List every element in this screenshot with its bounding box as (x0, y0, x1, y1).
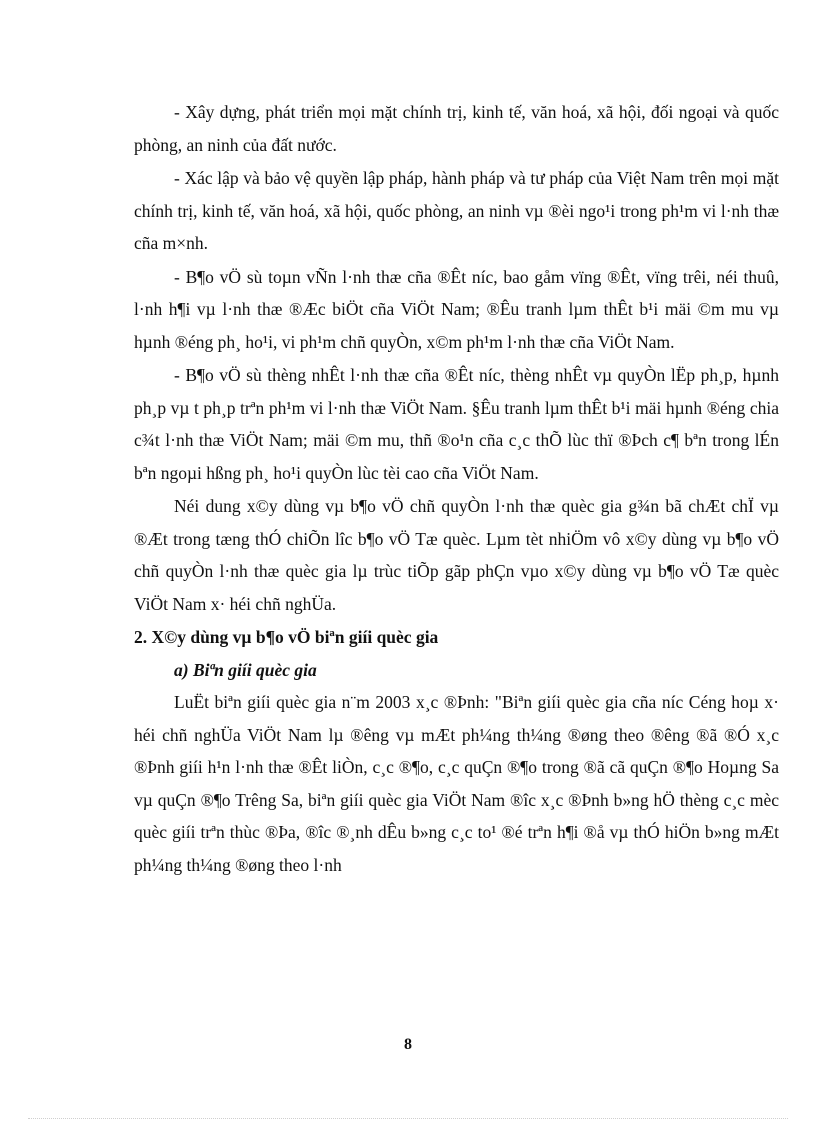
page-bottom-divider (28, 1118, 788, 1119)
page-number: 8 (404, 1036, 412, 1053)
paragraph-1: - Xây dựng, phát triển mọi mặt chính trị, kinh tế, văn hoá, xã hội, đối ngoại và quốc phòng, an ninh của đất nước. (134, 102, 779, 155)
body-text (134, 96, 779, 882)
paragraph-4: - B¶o vÖ sù thèng nhÊt l·nh thæ cña ®Êt níc, thèng nhÊt vµ quyÒn lËp ph¸p, hµnh ph¸p vµ t ph¸p trªn ph¹m vi l·nh thæ ViÖt Nam. §Êu tranh lµm thÊt b¹i mäi hµnh ®éng chia c¾t l·nh thæ ViÖt Nam; mäi ©m mu, thñ ®o¹n cña c¸c thÕ lùc thï ®Þch c¶ bªn trong lÉn bªn ngoµi hßng ph¸ ho¹i quyÒn lùc tèi cao cña ViÖt Nam. (134, 365, 779, 483)
section-heading: 2. X©y dùng vµ b¶o vÖ biªn giíi quèc gia (134, 627, 439, 647)
paragraph-2: - Xác lập và bảo vệ quyền lập pháp, hành pháp và tư pháp của Việt Nam trên mọi mặt chính trị, kinh tế, văn hoá, xã hội, quốc phòng, an ninh vµ ®èi ngo¹i trong ph¹m vi l·nh thæ cña m×nh. (134, 168, 779, 253)
paragraph-6: LuËt biªn giíi quèc gia n¨m 2003 x¸c ®Þnh: "Biªn giíi quèc gia cña níc Céng hoµ x· héi chñ nghÜa ViÖt Nam lµ ®êng vµ mÆt ph¼ng th¼ng ®øng theo ®êng ®ã ®Ó x¸c ®Þnh giíi h¹n l·nh thæ ®Êt liÒn, c¸c ®¶o, c¸c quÇn ®¶o trong ®ã cã quÇn ®¶o Hoµng Sa vµ quÇn ®¶o Trêng Sa, biªn giíi quèc gia ViÖt Nam ®îc x¸c ®Þnh b»ng hÖ thèng c¸c mèc quèc giíi trªn thùc ®Þa, ®îc ®¸nh dÊu b»ng c¸c to¹ ®é trªn h¶i ®å vµ thÓ hiÖn b»ng mÆt ph¼ng th¼ng ®øng theo l·nh (134, 692, 779, 875)
paragraph-3: - B¶o vÖ sù toµn vÑn l·nh thæ cña ®Êt níc, bao gåm vïng ®Êt, vïng trêi, néi thuû, l·nh h¶i vµ l·nh thæ ®Æc biÖt cña ViÖt Nam; ®Êu tranh lµm thÊt b¹i mäi ©m mu vµ hµnh ®éng ph¸ ho¹i, vi ph¹m chñ quyÒn, x©m ph¹m l·nh thæ cña ViÖt Nam. (134, 266, 779, 352)
paragraph-5: Néi dung x©y dùng vµ b¶o vÖ chñ quyÒn l·nh thæ quèc gia g¾n bã chÆt chÏ vµ ®Æt trong tæng thÓ chiÕn lîc b¶o vÖ Tæ quèc. Lµm tèt nhiÖm vô x©y dùng vµ b¶o vÖ chñ quyÒn l·nh thæ quèc gia lµ trùc tiÕp gãp phÇn vµo x©y dùng vµ b¶o vÖ Tæ quèc ViÖt Nam x· héi chñ nghÜa. (134, 496, 779, 614)
subsection-heading: a) Biªn giíi quèc gia (174, 659, 317, 680)
